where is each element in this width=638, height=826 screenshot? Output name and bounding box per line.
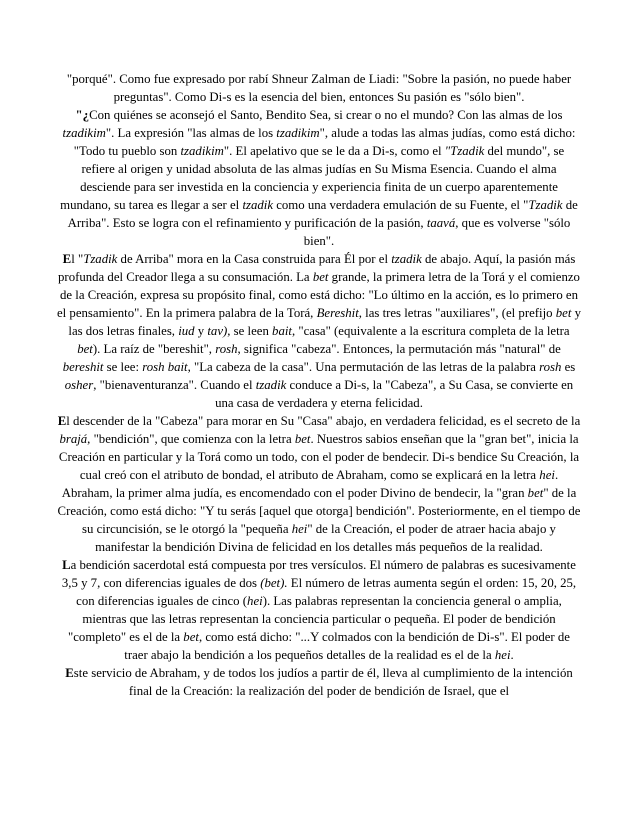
text-run: ste servicio de Abraham, y de todos los judíos a partir de él, lleva al cumplimiento de la intención final de la Creación: la realización del poder de bendición de Israel, que el xyxy=(73,666,573,698)
text-run: conduce a Di-s, la "Cabeza", a Su Casa, se convierte en una casa de verdadera y eterna felicidad. xyxy=(215,378,574,410)
text-run: ". El apelativo que se le da a Di-s, como el xyxy=(223,144,445,158)
italic-term: taavá xyxy=(426,216,456,230)
text-run: " de la Creación, el poder de atraer hacia abajo y manifestar la bendición Divina de felicidad en los detalles más pequeños de la realidad. xyxy=(95,522,556,554)
text-run: de Arriba" mora en la Casa construida para Él por el xyxy=(117,252,392,266)
italic-term: bet xyxy=(527,486,544,500)
text-run: se leen xyxy=(230,324,273,338)
text-run: , como está dicho: "...Y colmados con la bendición de Di-s". El poder de traer abajo la bendición a los pequeños detalles de la realidad es el de la xyxy=(124,630,570,662)
text-run: ). Las palabras representan la conciencia general o amplia, mientras que las letras representan la conciencia particular o pequeña. El poder de bendición "completo" es el de la xyxy=(68,594,562,644)
text-run: se lee: xyxy=(103,360,143,374)
text-run: , "casa" (equivalente a la escritura completa de la letra xyxy=(291,324,570,338)
italic-term: hei xyxy=(291,522,308,536)
text-run: de Arriba". Esto se logra con el refinamiento y purificación de la pasión, xyxy=(67,198,578,230)
italic-term: rosh xyxy=(215,342,238,356)
text-run: , "bienaventuranza". Cuando el xyxy=(93,378,256,392)
italic-term: rosh bait xyxy=(142,360,188,374)
italic-term: bet xyxy=(294,432,311,446)
paragraph-initial: E xyxy=(57,414,67,428)
italic-term: tzadik xyxy=(255,378,287,392)
paragraph xyxy=(57,664,581,700)
italic-term: bereshit xyxy=(62,360,104,374)
paragraph xyxy=(57,556,581,664)
text-run: El número de letras aumenta según el orden: 15, 20, 25, con diferencias iguales de cinco ( xyxy=(76,576,577,608)
text-run: a bendición sacerdotal está compuesta por tres versículos. El número de palabras es sucesivamente 3,5 y 7, con diferencias iguales de dos xyxy=(61,558,576,590)
document-page xyxy=(57,70,581,700)
text-run: " de la Creación, como está dicho: "Y tu serás [aquel que otorga] bendición". Posteriormente, en el tiempo de su circuncisión, se le otorgó la "pequeña xyxy=(57,486,581,536)
italic-term: bait xyxy=(272,324,292,338)
paragraph-initial: "¿ xyxy=(75,108,90,122)
italic-term: iud xyxy=(178,324,195,338)
italic-term: bet xyxy=(555,306,572,320)
paragraph xyxy=(57,250,581,412)
italic-term: Tzadik xyxy=(528,198,563,212)
text-run: de abajo. Aquí, la pasión más profunda del Creador llega a su consumación. La xyxy=(58,252,576,284)
italic-term: osher xyxy=(64,378,94,392)
italic-term: hei xyxy=(247,594,263,608)
text-run: ", alude a todas las almas judías, como está dicho: "Todo tu pueblo son xyxy=(73,126,576,158)
paragraph-initial: E xyxy=(65,666,74,680)
text-run: como una verdadera emulación de su Fuente, el " xyxy=(273,198,529,212)
italic-term: hei xyxy=(494,648,511,662)
text-run: del mundo", se refiere al origen y unidad absoluta de las almas judías en Su Misma Esencia. Cuando el alma desciende para ser investida en la conciencia y experiencia finita de un cuerpo aparentemente mundano, su tarea es llegar a ser el xyxy=(60,144,565,212)
italic-term: tav), xyxy=(207,324,231,338)
italic-term: tzadikim xyxy=(62,126,106,140)
text-run: es xyxy=(561,360,576,374)
text-run: , las tres letras "auxiliares", (el prefijo xyxy=(358,306,556,320)
italic-term: "Tzadik xyxy=(444,144,485,158)
italic-term: Tzadik xyxy=(83,252,118,266)
text-run: grande, la primera letra de la Torá y el comienzo de la Creación, expresa su propósito final, como está dicho: "Lo último en la acción, es lo primero en el pensamiento". En la primera palabra de la Torá, xyxy=(57,270,580,320)
text-run: ). La raíz de "bereshit", xyxy=(92,342,216,356)
paragraph xyxy=(57,106,581,250)
text-run: . Abraham, la primer alma judía, es encomendado con el poder Divino de bendecir, la "gran xyxy=(61,468,559,500)
text-run: . xyxy=(510,648,514,662)
paragraph xyxy=(57,412,581,556)
italic-term: brajá xyxy=(59,432,88,446)
text-run: Con quiénes se aconsejó el Santo, Bendito Sea, si crear o no el mundo? Con las almas de los xyxy=(89,108,563,122)
text-run: l descender de la "Cabeza" para morar en Su "Casa" abajo, en verdadera felicidad, es el secreto de la xyxy=(66,414,581,428)
text-run: , significa "cabeza". Entonces, la permutación más "natural" de xyxy=(237,342,561,356)
text-run: "porqué". Como fue expresado por rabí Shneur Zalman de Liadi: "Sobre la pasión, no puede haber preguntas". Como Di-s es la esencia del bien, entonces Su pasión es "sólo bien". xyxy=(66,72,572,104)
text-run: y las dos letras finales, xyxy=(68,306,581,338)
text-run: y xyxy=(194,324,208,338)
text-run: , que es volverse "sólo bien". xyxy=(303,216,571,248)
italic-term: tzadik xyxy=(391,252,422,266)
paragraph-initial: E xyxy=(62,252,72,266)
text-run: , "La cabeza de la casa". Una permutación de las letras de la palabra xyxy=(187,360,540,374)
italic-term: rosh xyxy=(539,360,562,374)
text-run: l " xyxy=(71,252,84,266)
text-run: , "bendición", que comienza con la letra xyxy=(87,432,295,446)
italic-term: (bet). xyxy=(260,576,288,590)
paragraph-initial: L xyxy=(62,558,71,572)
italic-term: bet xyxy=(77,342,93,356)
text-run: . Nuestros sabios enseñan que la "gran bet", inicia la Creación en particular y la Torá como un todo, con el poder de bendecir. Di-s bendice Su Creación, la cual creó con el atributo de bondad, el atributo de Abraham, como se explicará en la letra xyxy=(58,432,580,482)
paragraph xyxy=(57,70,581,106)
italic-term: tzadik xyxy=(242,198,274,212)
text-run: ". La expresión "las almas de los xyxy=(105,126,277,140)
italic-term: Bereshit xyxy=(316,306,359,320)
italic-term: hei xyxy=(539,468,555,482)
italic-term: tzadikim xyxy=(276,126,320,140)
italic-term: bet xyxy=(183,630,199,644)
italic-term: bet xyxy=(312,270,329,284)
italic-term: tzadikim xyxy=(180,144,224,158)
